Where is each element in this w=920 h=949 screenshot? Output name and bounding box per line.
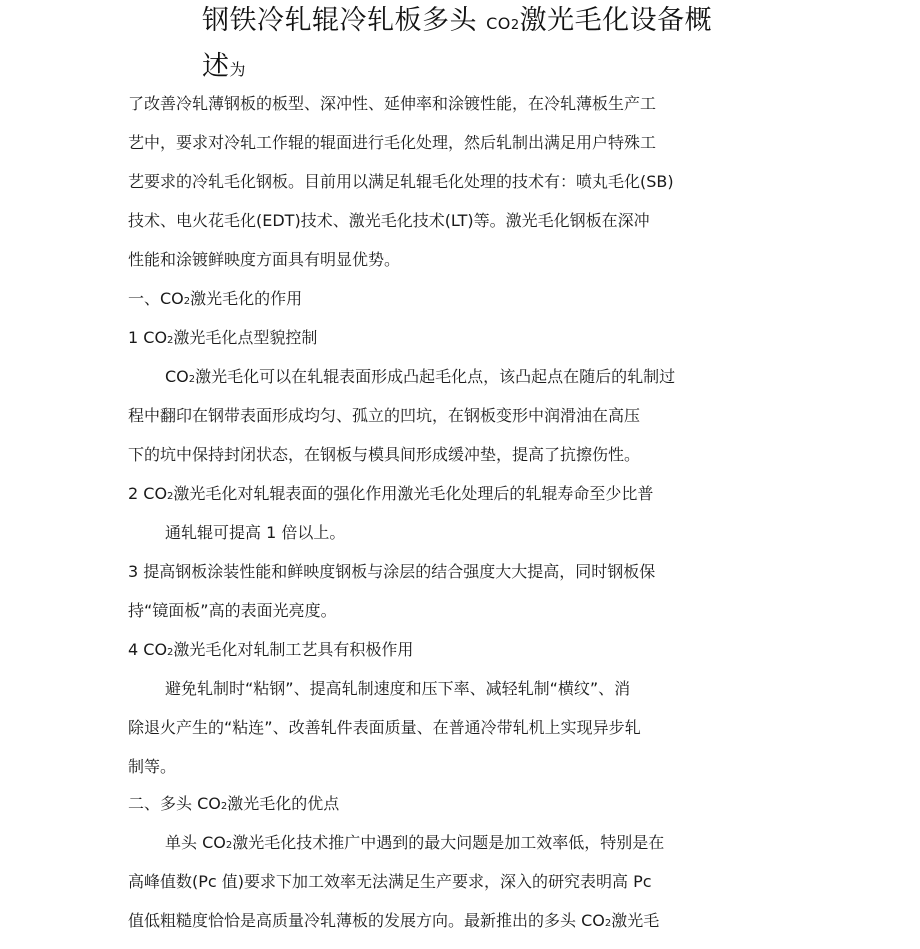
subscript: 2 [183, 296, 191, 307]
heading-text: 2 CO [128, 484, 168, 503]
heading-text: 激光毛化对轧辊表面的强化作用激光毛化处理后的轧辊寿命至少比普 [173, 484, 654, 503]
title-text-part2: 激光毛化设备概 [519, 5, 713, 36]
title-line-2 [202, 46, 802, 90]
heading-text: 激光毛化的优点 [227, 794, 340, 813]
heading-text: 激光毛化的作用 [190, 289, 303, 308]
subscript: 2 [604, 918, 612, 929]
heading-text: 二、多头 CO [128, 794, 221, 813]
subscript: 2 [167, 647, 174, 658]
body-line [128, 911, 659, 934]
title-text-part3: 述 [202, 51, 230, 82]
body-line: 了改善冷轧薄钢板的板型、深冲性、延伸率和涂镀性能，在冷轧薄板生产工 [128, 94, 657, 113]
body-line: 艺要求的冷轧毛化钢板。目前用以满足轧辊毛化处理的技术有：喷丸毛化(SB) [128, 172, 674, 191]
body-text: 激光毛化可以在轧辊表面形成凸起毛化点，该凸起点在随后的轧制过 [195, 367, 676, 386]
body-line: 制等。 [128, 757, 177, 776]
body-line: 技术、电火花毛化(EDT)技术、激光毛化技术(LT)等。激光毛化钢板在深冲 [128, 211, 650, 230]
subscript: 2 [167, 335, 174, 346]
body-text: 激光毛 [611, 911, 660, 930]
title-tail: 为 [229, 60, 247, 79]
subscript: 2 [220, 801, 228, 812]
subheading-3: 3 提高钢板涂装性能和鲜映度钢板与涂层的结合强度大大提高，同时钢板保 [128, 562, 656, 581]
subscript: 2 [167, 491, 174, 502]
title-co: CO [486, 14, 511, 33]
section-heading-1 [128, 289, 302, 312]
section-heading-2 [128, 794, 339, 817]
body-text: 单头 CO [165, 833, 226, 852]
body-line: 高峰值数(Pc 值)要求下加工效率无法满足生产要求，深入的研究表明高 Pc [128, 872, 652, 891]
body-line: 除退火产生的“粘连”、改善轧件表面质量、在普通冷带轧机上实现异步轧 [128, 718, 641, 737]
document-title [202, 0, 802, 90]
body-line: 持“镜面板”高的表面光亮度。 [128, 601, 337, 620]
title-line-1 [202, 0, 802, 46]
subscript: 2 [225, 840, 233, 851]
body-line: 性能和涂镀鲜映度方面具有明显优势。 [128, 250, 401, 269]
subscript: 2 [188, 374, 196, 385]
body-line: 避免轧制时“粘钢”、提高轧制速度和压下率、减轻轧制“横纹”、消 [165, 679, 631, 698]
body-text: 激光毛化技术推广中遇到的最大问题是加工效率低，特别是在 [232, 833, 665, 852]
subheading-1 [128, 328, 317, 351]
body-line: 下的坑中保持封闭状态，在钢板与模具间形成缓冲垫，提高了抗擦伤性。 [128, 445, 641, 464]
body-line [165, 833, 664, 856]
body-text: 值低粗糙度恰恰是高质量冷轧薄板的发展方向。最新推出的多头 CO [128, 911, 605, 930]
heading-text: 激光毛化点型貌控制 [173, 328, 318, 347]
body-line: 艺中，要求对冷轧工作辊的辊面进行毛化处理，然后轧制出满足用户特殊工 [128, 133, 657, 152]
title-text-part1: 钢铁冷轧辊冷轧板多头 [202, 5, 487, 36]
body-text: CO [165, 367, 189, 386]
heading-text: 1 CO [128, 328, 168, 347]
subheading-4 [128, 640, 413, 663]
body-line [165, 367, 675, 390]
body-line: 通轧辊可提高 1 倍以上。 [165, 523, 346, 542]
subheading-2 [128, 484, 653, 507]
body-line: 程中翻印在钢带表面形成均匀、孤立的凹坑，在钢板变形中润滑油在高压 [128, 406, 641, 425]
heading-text: 一、CO [128, 289, 184, 308]
heading-text: 激光毛化对轧制工艺具有积极作用 [173, 640, 414, 659]
title-co-subscript: 2 [510, 18, 520, 33]
heading-text: 4 CO [128, 640, 168, 659]
